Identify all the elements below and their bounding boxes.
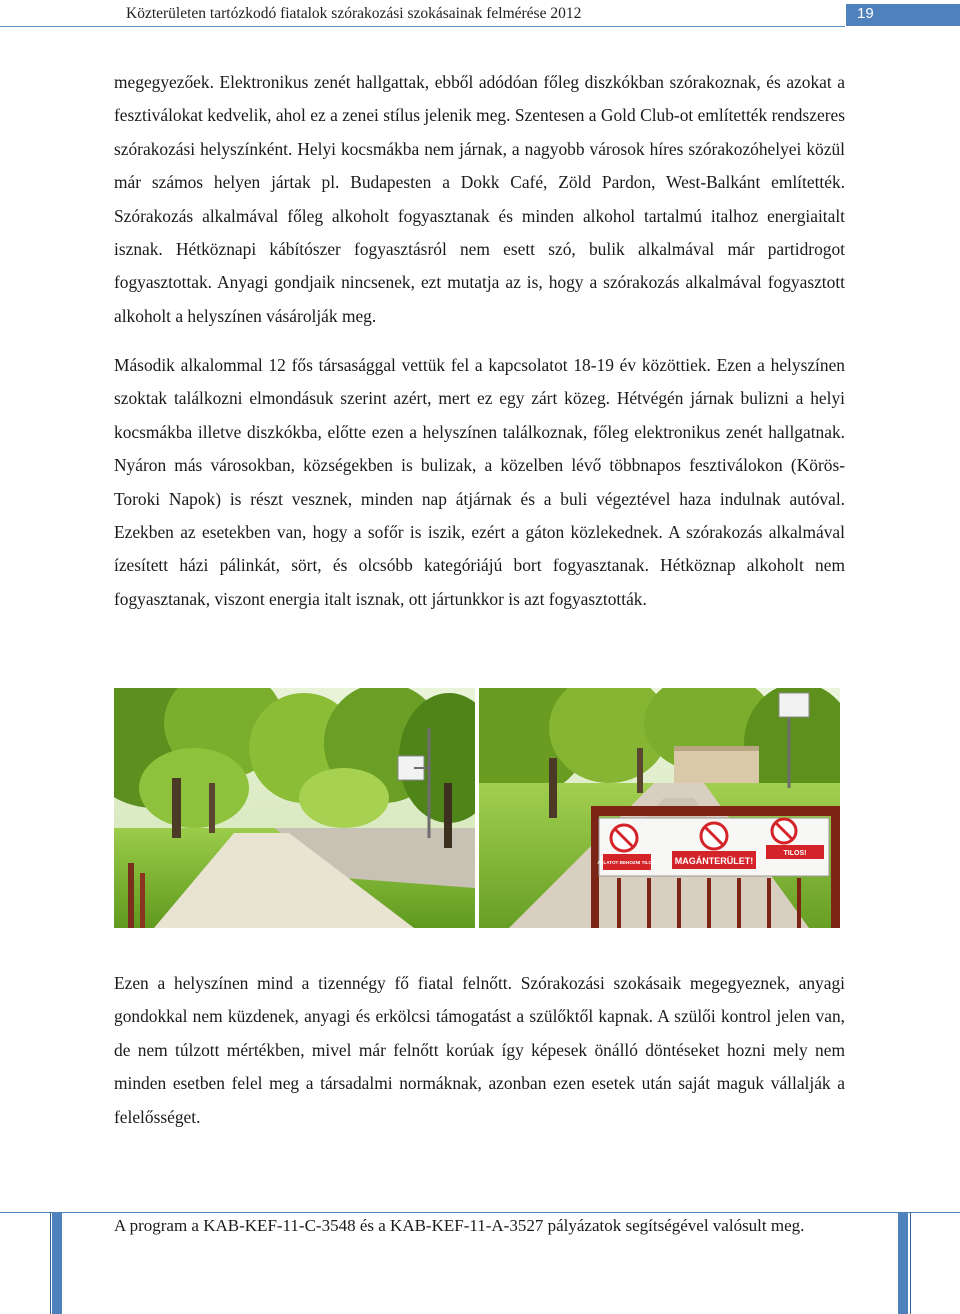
photo-park-basketball <box>114 688 475 928</box>
photo-park-entrance-signs <box>479 688 840 928</box>
sign-no-animals-text: ÁLLATOT BEHOZNI TILOS! <box>597 860 657 865</box>
footer-left-bar <box>52 1212 62 1314</box>
footer-left-thin-bar <box>50 1212 51 1314</box>
body-paragraph-3: Ezen a helyszínen mind a tizennégy fő fiatal felnőtt. Szórakozási szokásaik megegyeznek, anyagi gondokkal nem küzdenek, anyagi és erkölcsi támogatást a szülőktől kapnak. A szülői kontrol jelen van, de nem túlzott mértékben, mivel már felnőtt korúak így képesek önálló döntéseket hozni mely nem minden esetben felel meg a társadalmi normáknak, azonban ezen esetek után saját maguk vállalják a felelősséget. <box>114 973 845 1127</box>
footer-right-thin-bar <box>910 1212 911 1314</box>
header-title: Közterületen tartózkodó fiatalok szórakozási szokásainak felmérése 2012 <box>126 5 582 22</box>
header-rule <box>0 26 845 27</box>
footer-text: A program a KAB-KEF-11-C-3548 és a KAB-KEF-11-A-3527 pályázatok segítségével valósult meg. <box>114 1216 805 1235</box>
page-header <box>0 0 960 32</box>
sign-forbidden-text: TILOS! <box>783 850 807 857</box>
body-paragraph-1: megegyezőek. Elektronikus zenét hallgattak, ebből adódóan főleg diszkókban szórakoznak, és azokat a fesztiválokat kedvelik, ahol ez a zenei stílus jelenik meg. Szentesen a Gold Club-ot említették rendszeres szórakozási helyszínként. Helyi kocsmákba nem járnak, a nagyobb városok híres szórakozóhelyei közül már számos helyen jártak pl. Budapesten a Dokk Café, Zöld Pardon, West-Balkánt említették. Szórakozás alkalmával főleg alkoholt fogyasztanak és minden alkohol tartalmú italhoz energiaitalt isznak. Hétköznapi kábítószer fogyasztásról nem esett szó, bulik alkalmával már partidrogot fogyasztottak. Anyagi gondjaik nincsenek, ezt mutatja az is, hogy a szórakozás alkalmával fogyasztott alkoholt a helyszínen vásárolják meg. <box>114 72 845 326</box>
footer-rule <box>0 1212 960 1213</box>
page-number: 19 <box>857 5 874 22</box>
sign-private-property-text: MAGÁNTERÜLET! <box>674 856 754 866</box>
body-paragraph-2: Második alkalommal 12 fős társasággal vettük fel a kapcsolatot 18-19 év közöttiek. Ezen a helyszínen szoktak találkozni elmondásuk szerint azért, mert ez egy zárt közeg. Hétvégén járnak bulizni a helyi kocsmákba illetve diszkókba, előtte ezen a helyszínen találkoznak, főleg elektronikus zenét hallgatnak. Nyáron más városokban, községekben is bulizak, a közelben lévő többnapos fesztiválokon (Körös- Toroki Napok) is részt vesznek, minden nap átjárnak és a buli végeztével haza indulnak autóval. Ezekben az esetekben van, hogy a sofőr is iszik, ezért a gáton közlekednek. A szórakozás alkalmával ízesített házi pálinkát, sört, és olcsóbb kategóriájú bort fogyasztanak. Hétköznap alkoholt nem fogyasztanak, viszont energia italt isznak, ott jártunkkor is azt fogyasztották. <box>114 355 845 609</box>
footer-right-bar <box>898 1212 908 1314</box>
